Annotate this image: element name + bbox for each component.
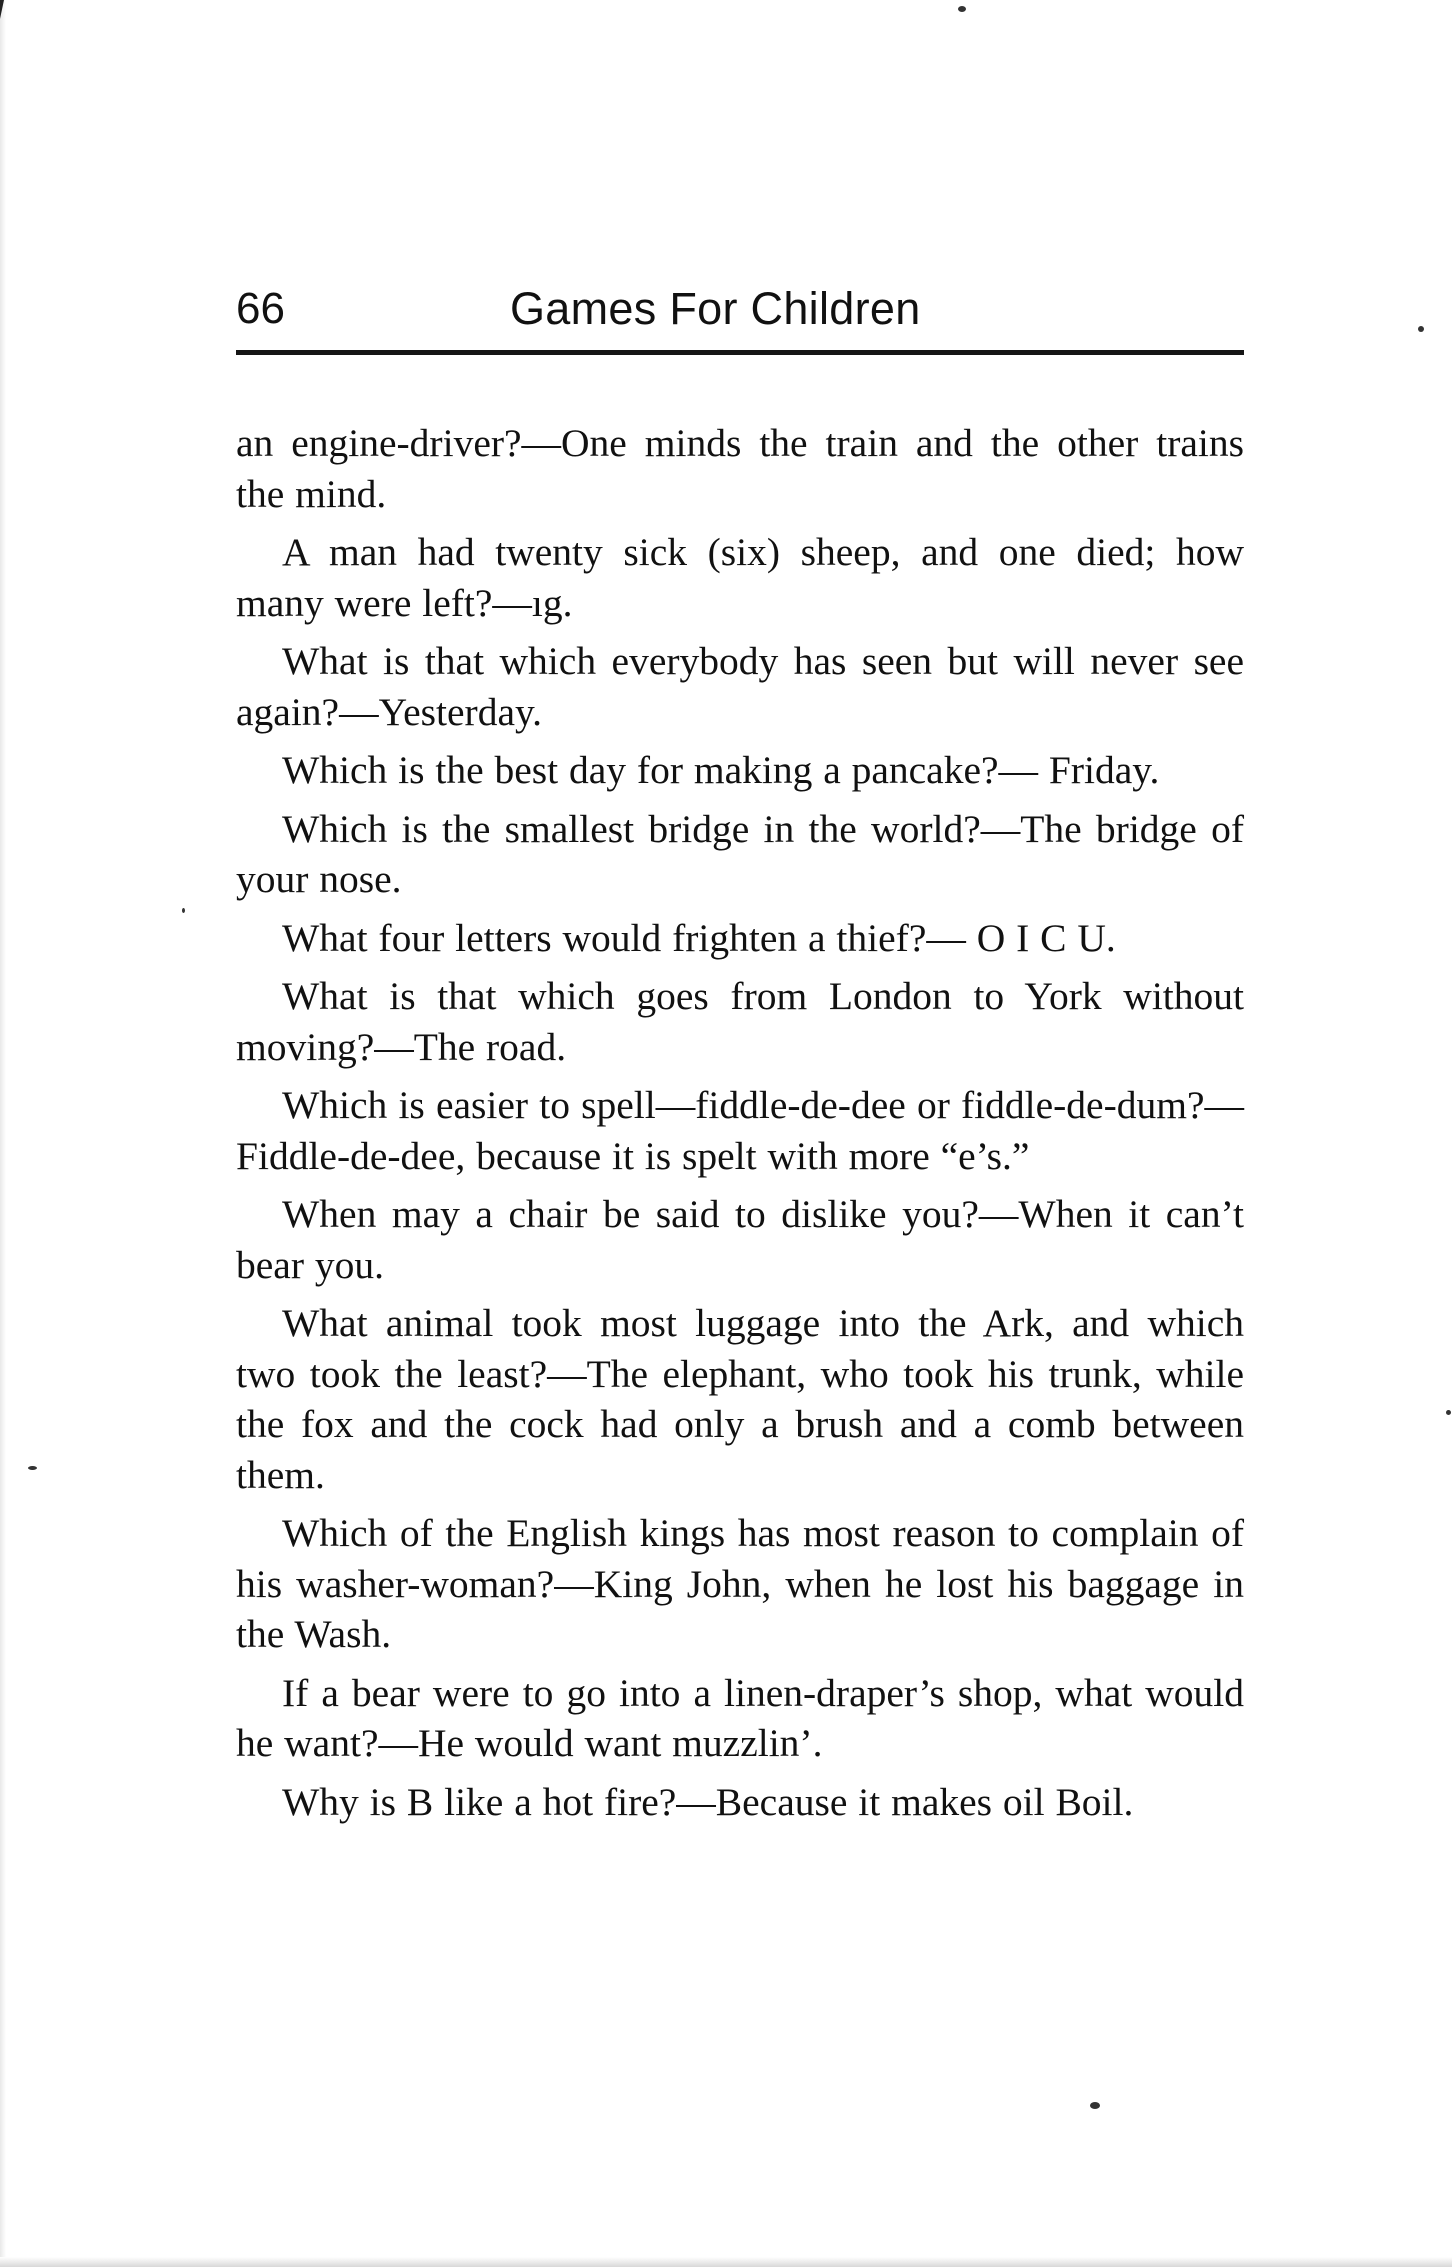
paragraph: What four letters would frighten a thief?— O I C U. [282,915,1116,960]
paragraph: If a bear were to go into a linen-draper’s shop, what would he want?—He would want muzzlin’. [236,1670,1244,1765]
paragraph: What animal took most luggage into the Ark, and which two took the least?—The elephant, who took his trunk, while the fox and the cock had only a brush and a comb between them. [236,1301,1244,1497]
running-title: Games For Children [510,283,921,334]
paragraph: Which of the English kings has most reason to complain of his washer-woman?—King John, when he lost his baggage in the Wash. [236,1511,1244,1656]
page-number: 66 [236,284,285,333]
paragraph: Which is the smallest bridge in the world?—The bridge of your nose. [236,806,1244,901]
page-header [236,278,1244,355]
scan-corner-mark [0,0,18,58]
paragraph: Which is easier to spell—fiddle-de-dee or fiddle-de-dum?—Fiddle-de-dee, because it is spelt with more “e’s.” [236,1083,1244,1178]
paragraph: What is that which goes from London to York without moving?—The road. [236,974,1244,1069]
body-text [236,418,1244,1835]
paragraph: an engine-driver?—One minds the train and the other trains the mind. [236,421,1244,516]
scan-speck [958,6,966,12]
scan-edge-left [0,0,6,2267]
scan-speck [28,1466,37,1470]
scan-speck [1446,1410,1451,1415]
scan-edge-bottom [0,2257,1452,2267]
scan-speck [182,908,185,913]
paragraph: Why is B like a hot fire?—Because it makes oil Boil. [282,1779,1134,1824]
paragraph: When may a chair be said to dislike you?—When it can’t bear you. [236,1192,1244,1287]
paragraph: Which is the best day for making a pancake?— Friday. [282,748,1160,792]
paragraph: What is that which everybody has seen but will never see again?—Yesterday. [236,639,1244,734]
scan-speck [1090,2102,1100,2109]
scan-speck [1418,326,1424,332]
paragraph: A man had twenty sick (six) sheep, and one died; how many were left?—ıg. [236,530,1244,625]
